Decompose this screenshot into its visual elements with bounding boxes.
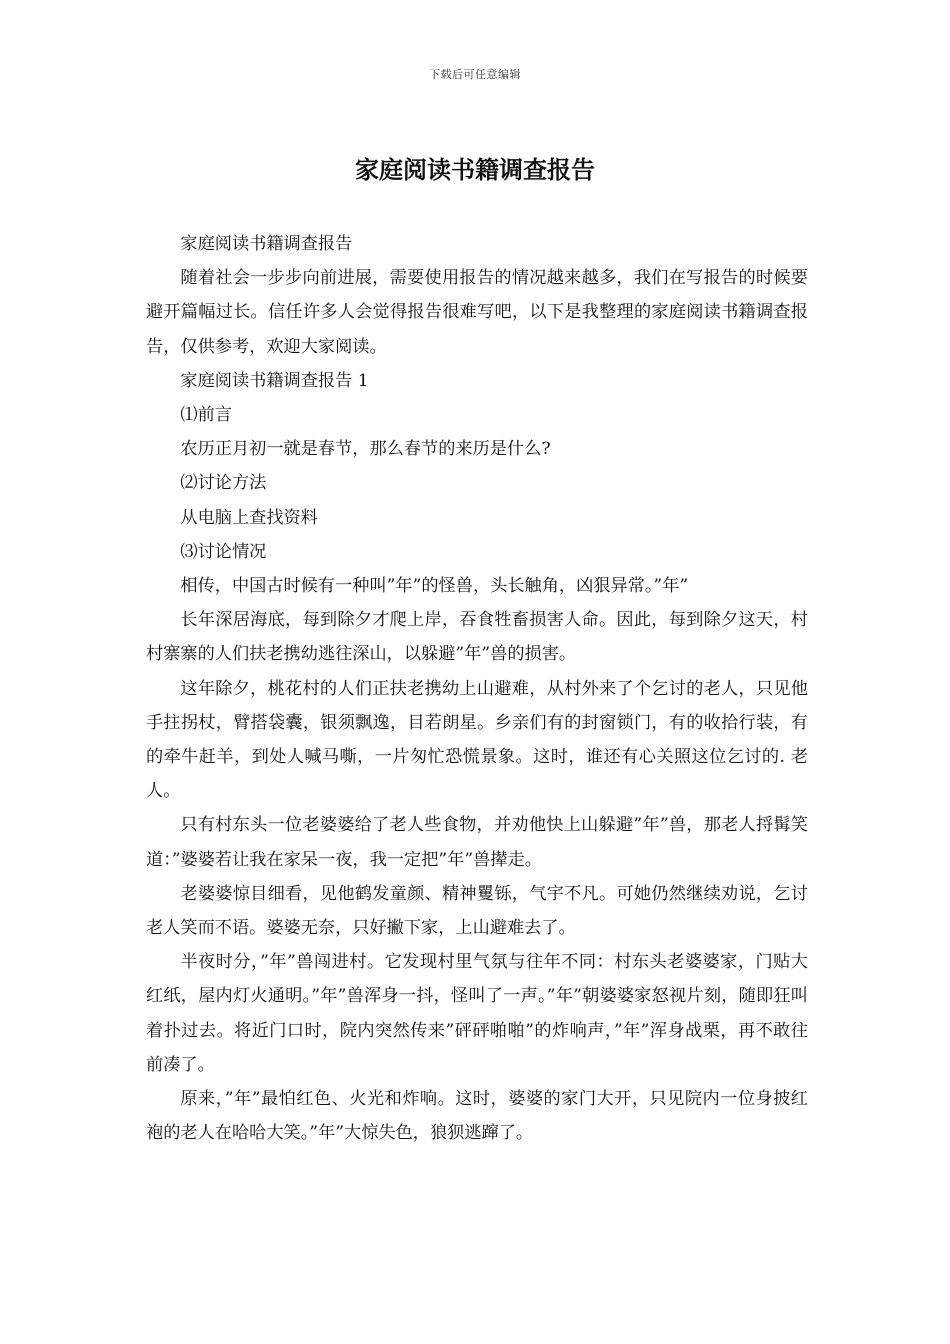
paragraph-method-text: 从电脑上查找资料 bbox=[180, 507, 318, 528]
paragraph-preface-text: 农历正月初一就是春节，那么春节的来历是什么? bbox=[180, 439, 551, 460]
paragraph-story-4: 只有村东头一位老婆婆给了老人些食物，并劝他快上山躲避”年”兽，那老人捋髯笑道：”婆婆若让我在家呆一夜，我一定把”年”兽撵走。 bbox=[146, 815, 808, 870]
paragraph-story-2: 长年深居海底，每到除夕才爬上岸，吞食牲畜损害人命。因此，每到除夕这天，村村寨寨的人们扶老携幼逃往深山，以躲避”年”兽的损害。 bbox=[146, 610, 808, 665]
paragraph-report-heading: 家庭阅读书籍调查报告 1 bbox=[180, 370, 369, 391]
paragraph-subtitle: 家庭阅读书籍调查报告 bbox=[180, 234, 353, 254]
paragraph-story-1: 相传，中国古时候有一种叫”年”的怪兽，头长触角，凶狠异常。”年” bbox=[180, 576, 689, 597]
paragraph-story-6: 半夜时分，”年”兽闯进村。它发现村里气氛与往年不同：村东头老婆婆家，门贴大红纸，屋内灯火通明。”年”兽浑身一抖，怪叫了一声。”年”朝婆婆家怒视片刻，随即狂叫着扑过去。将近门口时，院内突然传来”砰砰啪啪”的炸响声，”年”浑身战栗，再不敢往前凑了。 bbox=[146, 952, 808, 1075]
paragraph-story-7: 原来，”年”最怕红色、火光和炸响。这时，婆婆的家门大开，只见院内一位身披红袍的老人在哈哈大笑。”年”大惊失色，狼狈逃蹿了。 bbox=[146, 1089, 808, 1144]
document-body bbox=[146, 227, 808, 1150]
document-title: 家庭阅读书籍调查报告 bbox=[355, 155, 595, 184]
paragraph-story-3: 这年除夕，桃花村的人们正扶老携幼上山避难，从村外来了个乞讨的老人，只见他手拄拐杖，臂搭袋囊，银须飘逸，目若朗星。乡亲们有的封窗锁门，有的收拾行装，有的牵牛赶羊，到处人喊马嘶，一片匆忙恐慌景象。这时，谁还有心关照这位乞讨的. 老人。 bbox=[146, 678, 808, 802]
paragraph-section-preface: ⑴前言 bbox=[180, 405, 232, 426]
paragraph-section-situation: ⑶讨论情况 bbox=[180, 541, 267, 562]
paragraph-intro: 随着社会一步步向前进展，需要使用报告的情况越来越多，我们在写报告的时候要避开篇幅过长。信任许多人会觉得报告很难写吧，以下是我整理的家庭阅读书籍调查报告，仅供参考，欢迎大家阅读。 bbox=[146, 268, 808, 357]
paragraph-section-method: ⑵讨论方法 bbox=[180, 473, 267, 494]
paragraph-story-5: 老婆婆惊目细看，见他鹤发童颜、精神矍铄，气宇不凡。可她仍然继续劝说，乞讨老人笑而不语。婆婆无奈，只好撇下家，上山避难去了。 bbox=[146, 883, 808, 939]
page-header-note: 下载后可任意编辑 bbox=[429, 68, 521, 81]
